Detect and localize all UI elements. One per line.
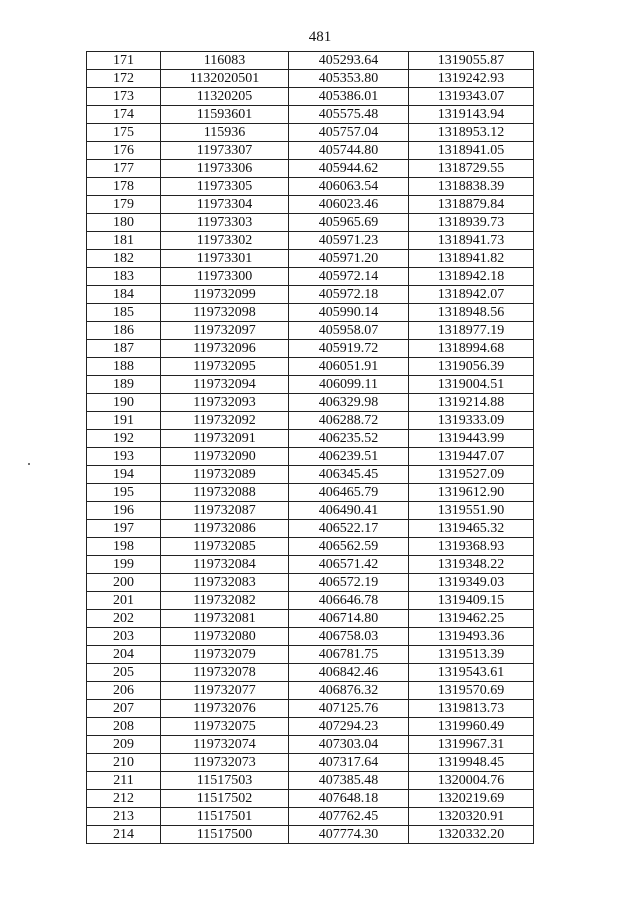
- point-id-cell: 119732085: [161, 538, 289, 556]
- x-coordinate-cell: 406572.19: [289, 574, 409, 592]
- x-coordinate-cell: 405965.69: [289, 214, 409, 232]
- point-id-cell: 1132020501: [161, 70, 289, 88]
- table-row: [87, 754, 534, 772]
- x-coordinate-cell: 406562.59: [289, 538, 409, 556]
- table-row: [87, 358, 534, 376]
- point-id-cell: 119732099: [161, 286, 289, 304]
- y-coordinate-cell: 1319493.36: [409, 628, 534, 646]
- y-coordinate-cell: 1319242.93: [409, 70, 534, 88]
- y-coordinate-cell: 1319948.45: [409, 754, 534, 772]
- table-row: [87, 394, 534, 412]
- row-index-cell: 188: [87, 358, 161, 376]
- row-index-cell: 198: [87, 538, 161, 556]
- table-row: [87, 520, 534, 538]
- y-coordinate-cell: 1318879.84: [409, 196, 534, 214]
- x-coordinate-cell: 406465.79: [289, 484, 409, 502]
- row-index-cell: 206: [87, 682, 161, 700]
- x-coordinate-cell: 405972.14: [289, 268, 409, 286]
- y-coordinate-cell: 1319612.90: [409, 484, 534, 502]
- x-coordinate-cell: 406714.80: [289, 610, 409, 628]
- point-id-cell: 119732098: [161, 304, 289, 322]
- row-index-cell: 176: [87, 142, 161, 160]
- y-coordinate-cell: 1319527.09: [409, 466, 534, 484]
- table-row: [87, 106, 534, 124]
- y-coordinate-cell: 1319056.39: [409, 358, 534, 376]
- row-index-cell: 173: [87, 88, 161, 106]
- x-coordinate-cell: 407762.45: [289, 808, 409, 826]
- point-id-cell: 11973306: [161, 160, 289, 178]
- table-row: [87, 124, 534, 142]
- x-coordinate-cell: 406758.03: [289, 628, 409, 646]
- row-index-cell: 199: [87, 556, 161, 574]
- row-index-cell: 184: [87, 286, 161, 304]
- y-coordinate-cell: 1318939.73: [409, 214, 534, 232]
- row-index-cell: 180: [87, 214, 161, 232]
- table-row: [87, 412, 534, 430]
- x-coordinate-cell: 406345.45: [289, 466, 409, 484]
- x-coordinate-cell: 405944.62: [289, 160, 409, 178]
- y-coordinate-cell: 1318838.39: [409, 178, 534, 196]
- row-index-cell: 213: [87, 808, 161, 826]
- table-row: [87, 556, 534, 574]
- table-row: [87, 232, 534, 250]
- point-id-cell: 119732093: [161, 394, 289, 412]
- point-id-cell: 119732089: [161, 466, 289, 484]
- point-id-cell: 119732081: [161, 610, 289, 628]
- x-coordinate-cell: 406646.78: [289, 592, 409, 610]
- table-row: [87, 682, 534, 700]
- x-coordinate-cell: 405919.72: [289, 340, 409, 358]
- x-coordinate-cell: 406876.32: [289, 682, 409, 700]
- table-row: [87, 592, 534, 610]
- table-row: [87, 790, 534, 808]
- y-coordinate-cell: 1319343.07: [409, 88, 534, 106]
- table-row: [87, 646, 534, 664]
- table-row: [87, 268, 534, 286]
- table-row: [87, 502, 534, 520]
- x-coordinate-cell: 405293.64: [289, 52, 409, 70]
- coordinates-table-body: [87, 52, 534, 844]
- point-id-cell: 11517501: [161, 808, 289, 826]
- table-row: [87, 700, 534, 718]
- x-coordinate-cell: 406842.46: [289, 664, 409, 682]
- x-coordinate-cell: 406571.42: [289, 556, 409, 574]
- point-id-cell: 119732092: [161, 412, 289, 430]
- point-id-cell: 11973304: [161, 196, 289, 214]
- y-coordinate-cell: 1319004.51: [409, 376, 534, 394]
- y-coordinate-cell: 1319967.31: [409, 736, 534, 754]
- table-row: [87, 610, 534, 628]
- row-index-cell: 186: [87, 322, 161, 340]
- y-coordinate-cell: 1318941.82: [409, 250, 534, 268]
- point-id-cell: 119732083: [161, 574, 289, 592]
- row-index-cell: 200: [87, 574, 161, 592]
- table-row: [87, 718, 534, 736]
- point-id-cell: 119732091: [161, 430, 289, 448]
- point-id-cell: 11973303: [161, 214, 289, 232]
- row-index-cell: 190: [87, 394, 161, 412]
- point-id-cell: 119732074: [161, 736, 289, 754]
- point-id-cell: 119732079: [161, 646, 289, 664]
- point-id-cell: 11973307: [161, 142, 289, 160]
- point-id-cell: 116083: [161, 52, 289, 70]
- point-id-cell: 119732096: [161, 340, 289, 358]
- y-coordinate-cell: 1320004.76: [409, 772, 534, 790]
- y-coordinate-cell: 1319513.39: [409, 646, 534, 664]
- y-coordinate-cell: 1320332.20: [409, 826, 534, 844]
- point-id-cell: 11973305: [161, 178, 289, 196]
- table-row: [87, 808, 534, 826]
- row-index-cell: 174: [87, 106, 161, 124]
- row-index-cell: 196: [87, 502, 161, 520]
- coordinates-table: [86, 51, 534, 844]
- table-row: [87, 628, 534, 646]
- x-coordinate-cell: 406522.17: [289, 520, 409, 538]
- y-coordinate-cell: 1319551.90: [409, 502, 534, 520]
- row-index-cell: 202: [87, 610, 161, 628]
- y-coordinate-cell: 1318942.07: [409, 286, 534, 304]
- table-row: [87, 664, 534, 682]
- x-coordinate-cell: 406099.11: [289, 376, 409, 394]
- row-index-cell: 185: [87, 304, 161, 322]
- x-coordinate-cell: 405575.48: [289, 106, 409, 124]
- x-coordinate-cell: 405386.01: [289, 88, 409, 106]
- row-index-cell: 181: [87, 232, 161, 250]
- x-coordinate-cell: 406063.54: [289, 178, 409, 196]
- row-index-cell: 179: [87, 196, 161, 214]
- x-coordinate-cell: 407317.64: [289, 754, 409, 772]
- x-coordinate-cell: 405990.14: [289, 304, 409, 322]
- row-index-cell: 192: [87, 430, 161, 448]
- table-row: [87, 214, 534, 232]
- table-row: [87, 484, 534, 502]
- y-coordinate-cell: 1319348.22: [409, 556, 534, 574]
- stray-mark: [28, 463, 30, 465]
- x-coordinate-cell: 407774.30: [289, 826, 409, 844]
- x-coordinate-cell: 405971.20: [289, 250, 409, 268]
- point-id-cell: 119732073: [161, 754, 289, 772]
- row-index-cell: 201: [87, 592, 161, 610]
- y-coordinate-cell: 1319465.32: [409, 520, 534, 538]
- row-index-cell: 187: [87, 340, 161, 358]
- row-index-cell: 183: [87, 268, 161, 286]
- row-index-cell: 210: [87, 754, 161, 772]
- x-coordinate-cell: 406490.41: [289, 502, 409, 520]
- row-index-cell: 211: [87, 772, 161, 790]
- y-coordinate-cell: 1320219.69: [409, 790, 534, 808]
- point-id-cell: 119732087: [161, 502, 289, 520]
- row-index-cell: 175: [87, 124, 161, 142]
- table-row: [87, 826, 534, 844]
- x-coordinate-cell: 407385.48: [289, 772, 409, 790]
- point-id-cell: 11973300: [161, 268, 289, 286]
- y-coordinate-cell: 1319409.15: [409, 592, 534, 610]
- row-index-cell: 189: [87, 376, 161, 394]
- row-index-cell: 178: [87, 178, 161, 196]
- y-coordinate-cell: 1319349.03: [409, 574, 534, 592]
- table-row: [87, 538, 534, 556]
- y-coordinate-cell: 1319143.94: [409, 106, 534, 124]
- x-coordinate-cell: 405972.18: [289, 286, 409, 304]
- table-row: [87, 178, 534, 196]
- point-id-cell: 119732075: [161, 718, 289, 736]
- row-index-cell: 207: [87, 700, 161, 718]
- point-id-cell: 119732088: [161, 484, 289, 502]
- row-index-cell: 177: [87, 160, 161, 178]
- x-coordinate-cell: 407294.23: [289, 718, 409, 736]
- y-coordinate-cell: 1318941.05: [409, 142, 534, 160]
- row-index-cell: 212: [87, 790, 161, 808]
- y-coordinate-cell: 1319462.25: [409, 610, 534, 628]
- table-row: [87, 160, 534, 178]
- table-row: [87, 448, 534, 466]
- table-row: [87, 142, 534, 160]
- table-row: [87, 466, 534, 484]
- y-coordinate-cell: 1318977.19: [409, 322, 534, 340]
- row-index-cell: 209: [87, 736, 161, 754]
- point-id-cell: 119732078: [161, 664, 289, 682]
- row-index-cell: 194: [87, 466, 161, 484]
- row-index-cell: 191: [87, 412, 161, 430]
- y-coordinate-cell: 1318994.68: [409, 340, 534, 358]
- table-row: [87, 376, 534, 394]
- point-id-cell: 11973302: [161, 232, 289, 250]
- x-coordinate-cell: 406288.72: [289, 412, 409, 430]
- y-coordinate-cell: 1320320.91: [409, 808, 534, 826]
- row-index-cell: 197: [87, 520, 161, 538]
- row-index-cell: 193: [87, 448, 161, 466]
- point-id-cell: 119732076: [161, 700, 289, 718]
- y-coordinate-cell: 1319960.49: [409, 718, 534, 736]
- x-coordinate-cell: 406235.52: [289, 430, 409, 448]
- row-index-cell: 204: [87, 646, 161, 664]
- row-index-cell: 205: [87, 664, 161, 682]
- y-coordinate-cell: 1319055.87: [409, 52, 534, 70]
- y-coordinate-cell: 1319214.88: [409, 394, 534, 412]
- y-coordinate-cell: 1319443.99: [409, 430, 534, 448]
- x-coordinate-cell: 407125.76: [289, 700, 409, 718]
- x-coordinate-cell: 406239.51: [289, 448, 409, 466]
- x-coordinate-cell: 405757.04: [289, 124, 409, 142]
- y-coordinate-cell: 1319570.69: [409, 682, 534, 700]
- point-id-cell: 119732090: [161, 448, 289, 466]
- y-coordinate-cell: 1319368.93: [409, 538, 534, 556]
- point-id-cell: 11320205: [161, 88, 289, 106]
- x-coordinate-cell: 406781.75: [289, 646, 409, 664]
- point-id-cell: 11517502: [161, 790, 289, 808]
- table-row: [87, 52, 534, 70]
- x-coordinate-cell: 405958.07: [289, 322, 409, 340]
- row-index-cell: 182: [87, 250, 161, 268]
- row-index-cell: 195: [87, 484, 161, 502]
- row-index-cell: 171: [87, 52, 161, 70]
- point-id-cell: 119732095: [161, 358, 289, 376]
- y-coordinate-cell: 1319333.09: [409, 412, 534, 430]
- table-row: [87, 250, 534, 268]
- point-id-cell: 119732086: [161, 520, 289, 538]
- x-coordinate-cell: 407303.04: [289, 736, 409, 754]
- point-id-cell: 115936: [161, 124, 289, 142]
- table-row: [87, 70, 534, 88]
- point-id-cell: 11517503: [161, 772, 289, 790]
- x-coordinate-cell: 405971.23: [289, 232, 409, 250]
- table-row: [87, 574, 534, 592]
- x-coordinate-cell: 405353.80: [289, 70, 409, 88]
- point-id-cell: 119732082: [161, 592, 289, 610]
- page-number: 481: [308, 29, 332, 45]
- row-index-cell: 214: [87, 826, 161, 844]
- table-row: [87, 286, 534, 304]
- row-index-cell: 208: [87, 718, 161, 736]
- y-coordinate-cell: 1319447.07: [409, 448, 534, 466]
- table-row: [87, 304, 534, 322]
- y-coordinate-cell: 1319543.61: [409, 664, 534, 682]
- y-coordinate-cell: 1318941.73: [409, 232, 534, 250]
- x-coordinate-cell: 406329.98: [289, 394, 409, 412]
- x-coordinate-cell: 405744.80: [289, 142, 409, 160]
- point-id-cell: 11973301: [161, 250, 289, 268]
- table-row: [87, 340, 534, 358]
- x-coordinate-cell: 406051.91: [289, 358, 409, 376]
- row-index-cell: 203: [87, 628, 161, 646]
- y-coordinate-cell: 1318948.56: [409, 304, 534, 322]
- table-row: [87, 772, 534, 790]
- point-id-cell: 11593601: [161, 106, 289, 124]
- point-id-cell: 119732077: [161, 682, 289, 700]
- point-id-cell: 119732084: [161, 556, 289, 574]
- x-coordinate-cell: 406023.46: [289, 196, 409, 214]
- point-id-cell: 119732094: [161, 376, 289, 394]
- y-coordinate-cell: 1318953.12: [409, 124, 534, 142]
- x-coordinate-cell: 407648.18: [289, 790, 409, 808]
- row-index-cell: 172: [87, 70, 161, 88]
- y-coordinate-cell: 1318942.18: [409, 268, 534, 286]
- table-row: [87, 196, 534, 214]
- y-coordinate-cell: 1319813.73: [409, 700, 534, 718]
- point-id-cell: 119732097: [161, 322, 289, 340]
- point-id-cell: 119732080: [161, 628, 289, 646]
- table-row: [87, 736, 534, 754]
- y-coordinate-cell: 1318729.55: [409, 160, 534, 178]
- table-row: [87, 88, 534, 106]
- table-row: [87, 430, 534, 448]
- table-row: [87, 322, 534, 340]
- point-id-cell: 11517500: [161, 826, 289, 844]
